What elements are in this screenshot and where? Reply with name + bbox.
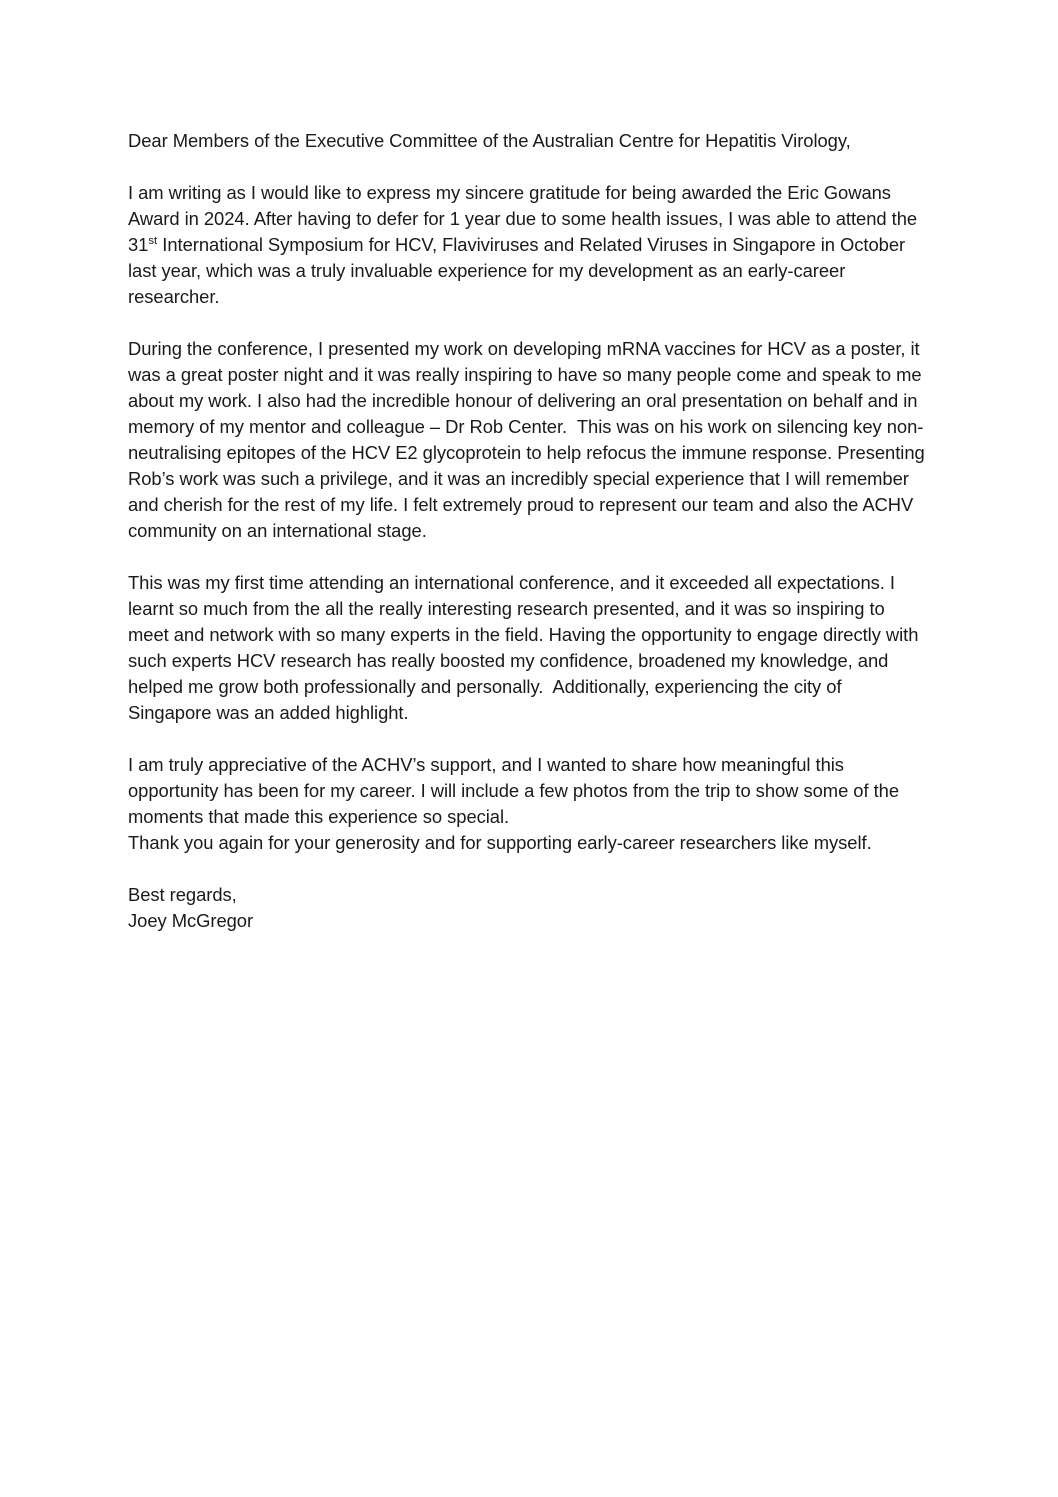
paragraph-first-international-conference: This was my first time attending an international conference, and it exceeded all expectations. I learnt so much from the all the really interesting research presented, and it was so inspiring to meet and network with so many experts in the field. Having the opportunity to engage directly with such experts HCV research has really boosted my confidence, broadened my knowledge, and helped me grow both professionally and personally. Additionally, experiencing the city of Singapore was an added highlight.	[128, 572, 924, 723]
letter-salutation: Dear Members of the Executive Committee of the Australian Centre for Hepatitis Virology,	[128, 130, 851, 151]
letter-body	[128, 128, 928, 934]
paragraph-gratitude	[128, 180, 928, 310]
ordinal-suffix-st: st	[148, 234, 158, 247]
paragraph-gratitude-text-after-ordinal: International Symposium for HCV, Flaviviruses and Related Viruses in Singapore in October last year, which was a truly invaluable experience for my development as an early-career researcher.	[128, 234, 911, 307]
paragraph-thanks: Thank you again for your generosity and for supporting early-career researchers like myself.	[128, 832, 872, 853]
paragraph-gratitude-text-before-ordinal: I am writing as I would like to express my sincere gratitude for being awarded the Eric Gowans Award in 2024. After having to defer for 1 year due to some health issues, I was able to attend the 31	[128, 182, 923, 255]
paragraph-appreciation: I am truly appreciative of the ACHV’s support, and I wanted to share how meaningful this opportunity has been for my career. I will include a few photos from the trip to show some of the moments that made this experience so special.	[128, 754, 905, 827]
signoff-name: Joey McGregor	[128, 910, 254, 931]
letter-signoff	[128, 882, 928, 934]
signoff-closing: Best regards,	[128, 884, 237, 905]
paragraph-conference-activities: During the conference, I presented my work on developing mRNA vaccines for HCV as a poster, it was a great poster night and it was really inspiring to have so many people come and speak to me about my work. I also had the incredible honour of delivering an oral presentation on behalf and in memory of my mentor and colleague – Dr Rob Center. This was on his work on silencing key non-neutralising epitopes of the HCV E2 glycoprotein to help refocus the immune response. Presenting Rob’s work was such a privilege, and it was an incredibly special experience that I will remember and cherish for the rest of my life. I felt extremely proud to represent our team and also the ACHV community on an international stage.	[128, 338, 930, 541]
